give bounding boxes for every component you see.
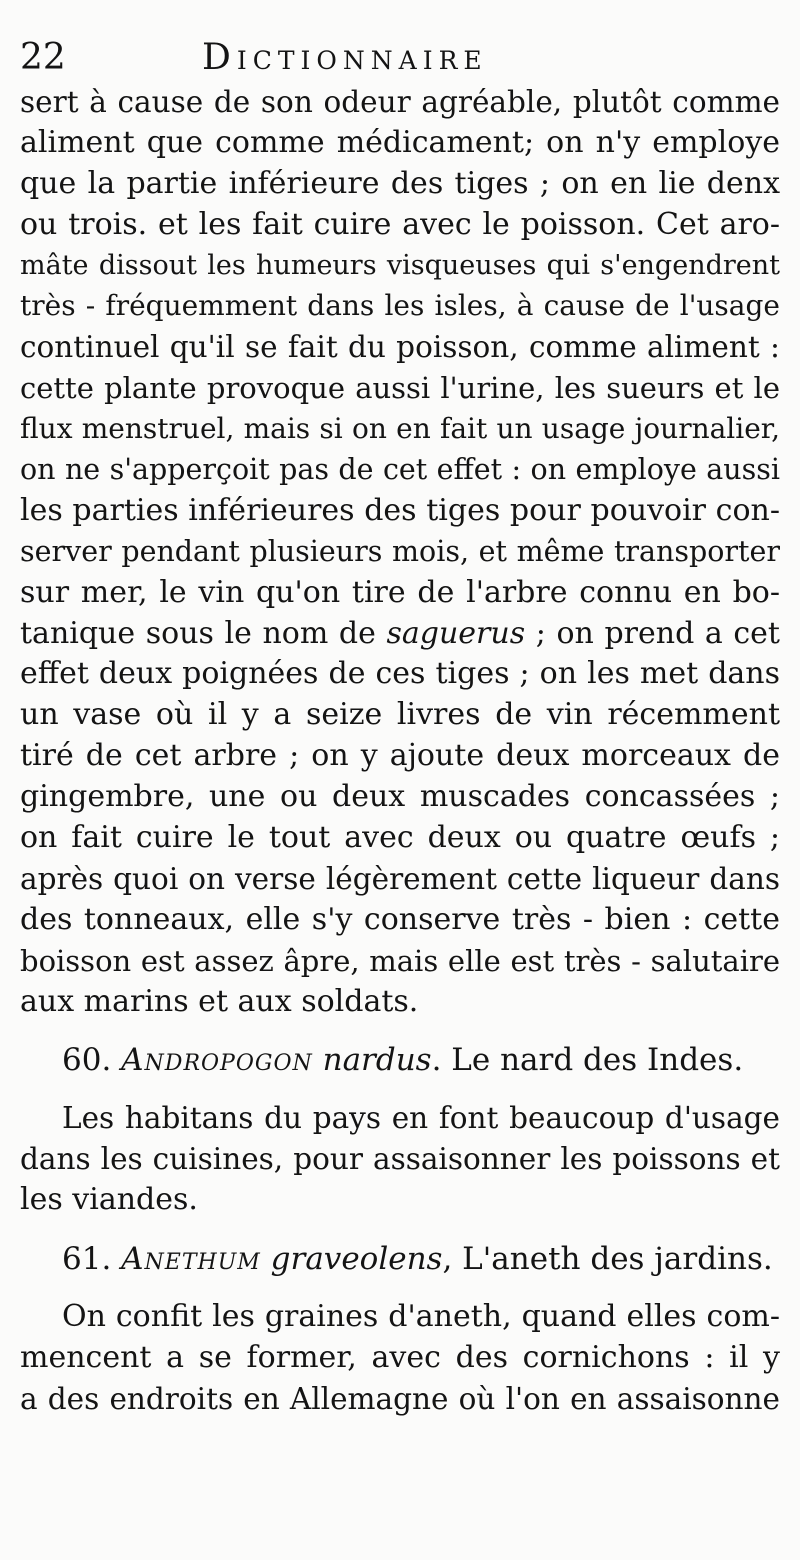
text-line: un vase où il y a seize livres de vin récemment — [20, 697, 780, 733]
entry-number: 61. — [62, 1241, 112, 1278]
text-line: cette plante provoque aussi l'urine, les sueurs et le — [20, 371, 780, 406]
text-line: aliment que comme médicament; on n'y employe — [20, 124, 780, 160]
text-line: sur mer, le vin qu'on tire de l'arbre connu en bo- — [20, 574, 780, 610]
text-line: aux marins et aux soldats. — [20, 983, 419, 1019]
text-line: après quoi on verse légèrement cette liqueur dans — [20, 861, 780, 896]
text-line: mâte dissout les humeurs visqueuses qui s'engendrent — [20, 249, 780, 281]
text-line: mencent a se former, avec des cornichons : il y — [20, 1340, 780, 1376]
text-line: dans les cuisines, pour assaisonner les poissons et — [20, 1142, 780, 1177]
text-line: effet deux poignées de ces tiges ; on les met dans — [20, 656, 780, 692]
text-line: server pendant plusieurs mois, et même transporter — [20, 534, 780, 568]
running-title: Dictionnaire — [202, 37, 488, 78]
text-line: continuel qu'il se fait du poisson, comme aliment : — [20, 330, 780, 365]
text-line: on fait cuire le tout avec deux ou quatre œufs ; — [20, 820, 780, 856]
text-line: a des endroits en Allemagne où l'on en assaisonne — [20, 1381, 780, 1416]
text-line: les parties inférieures des tiges pour pouvoir con- — [20, 492, 780, 528]
entry-60-paragraph — [20, 1098, 780, 1221]
entry-heading-60 — [20, 1039, 780, 1081]
genus-name: Anethum — [121, 1241, 261, 1278]
text-line: des tonneaux, elle s'y conserve très - bien : cette — [20, 901, 780, 937]
italic-term: saguerus — [386, 615, 526, 651]
text-line: boisson est assez âpre, mais elle est très - salutaire — [20, 943, 780, 978]
page-body — [20, 82, 780, 1420]
text-line: Les habitans du pays en font beaucoup d'usage — [62, 1101, 780, 1136]
text-line: on ne s'apperçoit pas de cet effet : on employe aussi — [20, 453, 780, 487]
text-line: flux menstruel, mais si on en fait un usage journalier, — [20, 412, 780, 446]
page-number: 22 — [20, 37, 66, 78]
text-line: ou trois. et les fait cuire avec le poisson. Cet aro- — [20, 206, 780, 242]
entry-heading-61 — [20, 1238, 780, 1280]
page-header — [20, 36, 760, 80]
continued-paragraph — [20, 82, 780, 1022]
text-line: très - fréquemment dans les isles, à cause de l'usage — [20, 289, 780, 323]
text-line: On confit les graines d'aneth, quand elles com- — [62, 1299, 780, 1335]
species-name: nardus — [322, 1042, 432, 1079]
text-line: tanique sous le nom de saguerus ; on prend a cet — [20, 615, 780, 651]
text-line: les viandes. — [20, 1182, 198, 1218]
common-name: , L'aneth des jardins. — [442, 1241, 773, 1278]
entry-61-paragraph — [20, 1297, 780, 1420]
entry-number: 60. — [62, 1042, 112, 1079]
text-line: sert à cause de son odeur agréable, plutôt comme — [20, 85, 780, 119]
text-line: que la partie inférieure des tiges ; on en lie denx — [20, 165, 780, 201]
text-line: gingembre, une ou deux muscades concassées ; — [20, 779, 780, 815]
genus-name: Andropogon — [121, 1042, 313, 1079]
common-name: . Le nard des Indes. — [431, 1042, 744, 1079]
species-name: graveolens — [270, 1241, 443, 1278]
text-line: tiré de cet arbre ; on y ajoute deux morceaux de — [20, 738, 780, 774]
